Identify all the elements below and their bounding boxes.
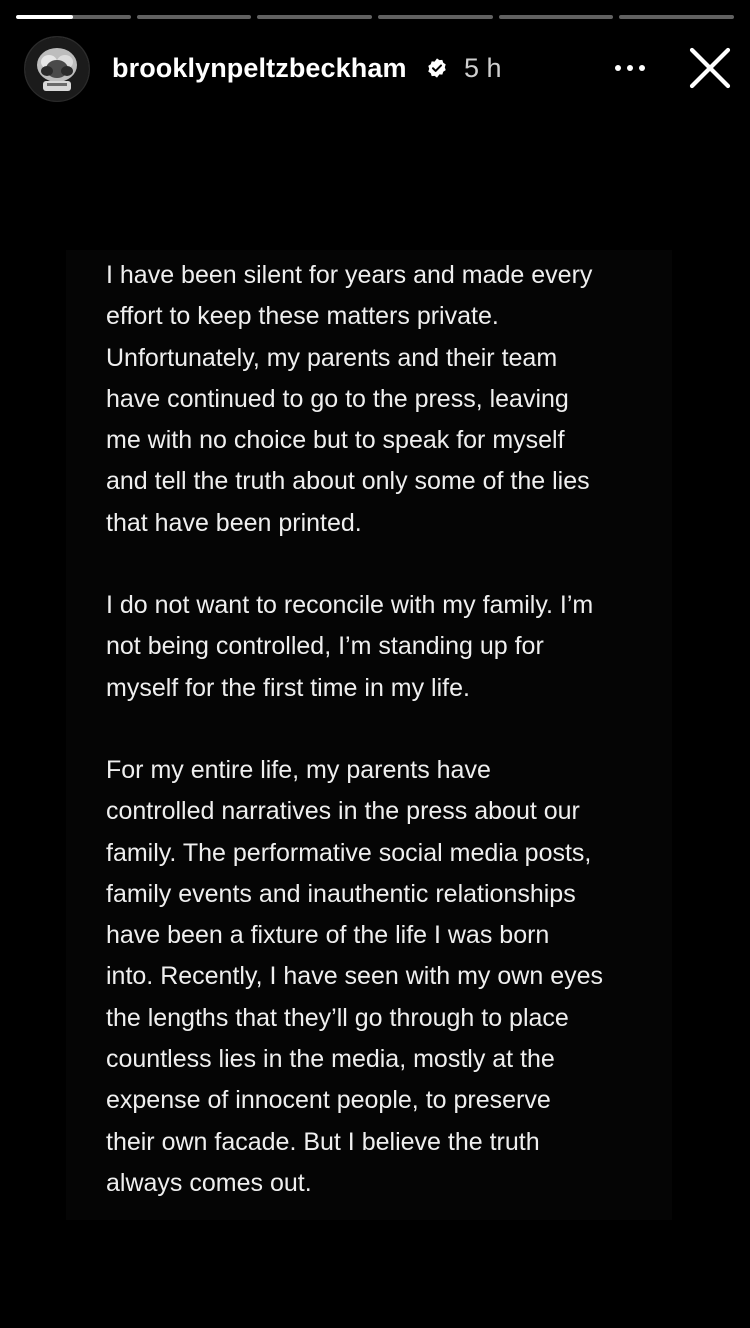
message-line: family events and inauthentic relationships [106, 879, 576, 908]
progress-fill [16, 15, 73, 19]
message-line: into. Recently, I have seen with my own eyes [106, 962, 603, 991]
avatar[interactable] [24, 36, 90, 102]
progress-segment [137, 15, 252, 19]
verified-badge-icon [426, 57, 448, 79]
message-line: countless lies in the media, mostly at the [106, 1045, 555, 1074]
message-paragraph [106, 585, 666, 709]
more-dots-icon [627, 65, 633, 71]
message-line: family. The performative social media posts, [106, 838, 592, 867]
message-line: the lengths that they’ll go through to place [106, 1003, 569, 1032]
message-line: I have been silent for years and made every [106, 261, 593, 289]
message-line: have been a fixture of the life I was born [106, 921, 550, 950]
progress-segment [257, 15, 372, 19]
message-line: myself for the first time in my life. [106, 673, 470, 702]
message-line: controlled narratives in the press about our [106, 797, 580, 826]
message-line: For my entire life, my parents have [106, 755, 491, 784]
message-line: that have been printed. [106, 508, 362, 537]
progress-segment [378, 15, 493, 19]
message-line: expense of innocent people, to preserve [106, 1086, 551, 1115]
username[interactable]: brooklynpeltzbeckham [112, 53, 407, 83]
message-paragraph [106, 255, 666, 544]
message-line: I do not want to reconcile with my family. I’m [106, 591, 594, 620]
message-line: Unfortunately, my parents and their team [106, 343, 558, 372]
progress-segment [619, 15, 734, 19]
message-line: effort to keep these matters private. [106, 302, 499, 331]
story-progress-bar [16, 15, 734, 19]
story-message [106, 255, 666, 1204]
story-header [0, 34, 750, 104]
avatar-image [25, 37, 89, 101]
message-line: me with no choice but to speak for myself [106, 426, 565, 455]
message-line: not being controlled, I’m standing up for [106, 632, 544, 661]
more-dots-icon [615, 65, 621, 71]
story-timestamp: 5 h [464, 53, 502, 83]
message-line: and tell the truth about only some of the lies [106, 467, 590, 496]
message-line: have continued to go to the press, leaving [106, 384, 569, 413]
close-icon[interactable] [686, 44, 734, 92]
progress-segment [16, 15, 131, 19]
message-line: always comes out. [106, 1168, 312, 1197]
more-options-button[interactable] [606, 50, 654, 86]
message-paragraph [106, 750, 666, 1204]
more-dots-icon [639, 65, 645, 71]
progress-segment [499, 15, 614, 19]
message-line: their own facade. But I believe the truth [106, 1127, 540, 1156]
